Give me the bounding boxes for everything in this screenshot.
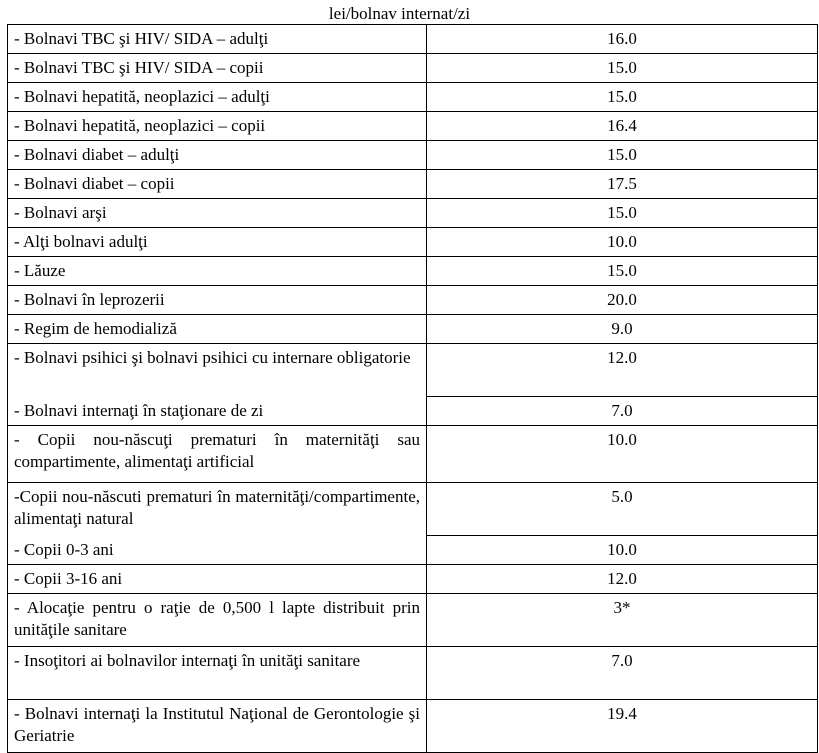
row-label: - Bolnavi diabet – adulţi	[8, 141, 427, 170]
row-label: -Copii nou-născuti prematuri în maternităţi/compartimente, alimentaţi natural	[8, 483, 427, 536]
row-label: - Copii nou-născuţi prematuri în maternităţi sau compartimente, alimentaţi artificial	[8, 426, 427, 483]
row-value: 7.0	[427, 647, 818, 700]
row-label: - Bolnavi arşi	[8, 199, 427, 228]
row-label: - Bolnavi în leprozerii	[8, 286, 427, 315]
row-value: 10.0	[427, 426, 818, 483]
table-row	[8, 483, 818, 536]
table-row	[8, 257, 818, 286]
table-row	[8, 170, 818, 199]
row-label: - Bolnavi internaţi în staţionare de zi	[8, 397, 427, 426]
table-row	[8, 199, 818, 228]
row-value: 10.0	[427, 228, 818, 257]
table-row	[8, 112, 818, 141]
table-row	[8, 83, 818, 112]
table-row	[8, 25, 818, 54]
table-row	[8, 700, 818, 753]
row-value: 7.0	[427, 397, 818, 426]
row-value: 12.0	[427, 344, 818, 397]
table-row	[8, 565, 818, 594]
table-row	[8, 594, 818, 647]
table-row	[8, 141, 818, 170]
row-label: - Insoţitori ai bolnavilor internaţi în unităţi sanitare	[8, 647, 427, 700]
row-label: - Copii 3-16 ani	[8, 565, 427, 594]
row-value: 3*	[427, 594, 818, 647]
row-value: 15.0	[427, 141, 818, 170]
row-label: - Bolnavi TBC şi HIV/ SIDA – copii	[8, 54, 427, 83]
row-value: 17.5	[427, 170, 818, 199]
row-label: - Alocaţie pentru o raţie de 0,500 l lapte distribuit prin unităţile sanitare	[8, 594, 427, 647]
table-row	[8, 228, 818, 257]
table-row	[8, 426, 818, 483]
table-row	[8, 344, 818, 397]
unit-header-text: lei/bolnav internat/zi	[328, 4, 471, 23]
row-value: 16.0	[427, 25, 818, 54]
rates-table	[7, 24, 818, 753]
row-value: 9.0	[427, 315, 818, 344]
row-label: - Bolnavi diabet – copii	[8, 170, 427, 199]
row-value: 19.4	[427, 700, 818, 753]
table-row	[8, 647, 818, 700]
row-value: 15.0	[427, 257, 818, 286]
row-value: 20.0	[427, 286, 818, 315]
table-row	[8, 286, 818, 315]
row-value: 5.0	[427, 483, 818, 536]
row-label: - Bolnavi hepatită, neoplazici – copii	[8, 112, 427, 141]
row-value: 15.0	[427, 199, 818, 228]
unit-header	[0, 0, 819, 24]
table-row	[8, 315, 818, 344]
row-label: - Regim de hemodializă	[8, 315, 427, 344]
row-label: - Bolnavi psihici şi bolnavi psihici cu internare obligatorie	[8, 344, 427, 397]
table-row	[8, 397, 818, 426]
row-label: - Alţi bolnavi adulţi	[8, 228, 427, 257]
row-label: - Bolnavi hepatită, neoplazici – adulţi	[8, 83, 427, 112]
row-label: - Bolnavi TBC şi HIV/ SIDA – adulţi	[8, 25, 427, 54]
row-label: - Lăuze	[8, 257, 427, 286]
row-value: 12.0	[427, 565, 818, 594]
row-value: 10.0	[427, 536, 818, 565]
row-value: 16.4	[427, 112, 818, 141]
table-row	[8, 54, 818, 83]
row-label: - Bolnavi internaţi la Institutul Naţional de Gerontologie şi Geriatrie	[8, 700, 427, 753]
row-value: 15.0	[427, 54, 818, 83]
table-row	[8, 536, 818, 565]
row-label: - Copii 0-3 ani	[8, 536, 427, 565]
row-value: 15.0	[427, 83, 818, 112]
